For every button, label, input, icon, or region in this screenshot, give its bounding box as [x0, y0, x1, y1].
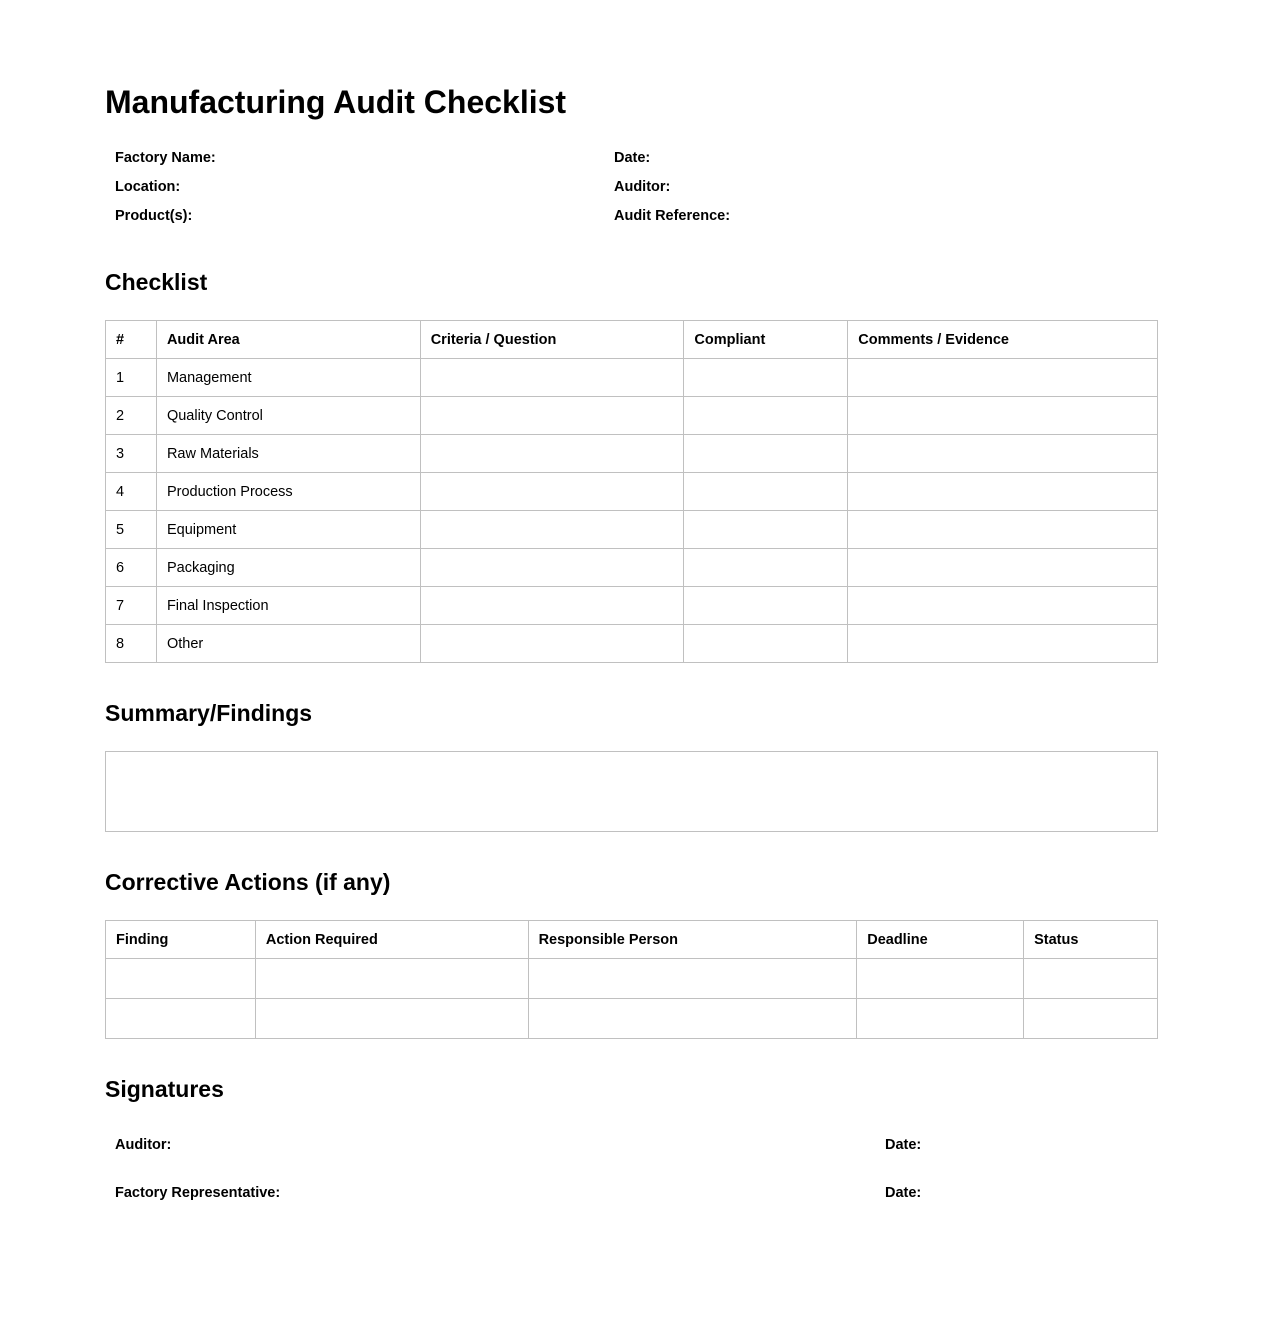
audit-area-cell: Equipment	[156, 511, 420, 549]
audit-area-cell: Raw Materials	[156, 435, 420, 473]
page-title: Manufacturing Audit Checklist	[105, 84, 567, 120]
auditor-signature-field[interactable]: Auditor:	[115, 1137, 172, 1153]
col-deadline: Deadline	[857, 921, 1024, 959]
status-cell[interactable]	[1024, 959, 1158, 999]
audit-info-block	[115, 150, 1158, 237]
auditor-signature-date-field[interactable]: Date:	[885, 1137, 922, 1153]
compliant-cell[interactable]	[684, 625, 848, 663]
audit-area-cell: Management	[156, 359, 420, 397]
compliant-cell[interactable]	[684, 359, 848, 397]
audit-reference-field[interactable]: Audit Reference:	[614, 208, 731, 224]
col-status: Status	[1024, 921, 1158, 959]
row-number: 8	[106, 625, 157, 663]
deadline-cell[interactable]	[857, 959, 1024, 999]
factory-representative-date-field[interactable]: Date:	[885, 1185, 922, 1201]
comments-cell[interactable]	[848, 435, 1158, 473]
table-row	[106, 959, 1158, 999]
compliant-cell[interactable]	[684, 473, 848, 511]
compliant-cell[interactable]	[684, 511, 848, 549]
info-row	[115, 208, 1158, 237]
audit-area-cell: Quality Control	[156, 397, 420, 435]
comments-cell[interactable]	[848, 397, 1158, 435]
criteria-cell[interactable]	[420, 549, 684, 587]
audit-area-cell: Final Inspection	[156, 587, 420, 625]
finding-cell[interactable]	[106, 959, 256, 999]
row-number: 4	[106, 473, 157, 511]
table-header-row	[106, 321, 1158, 359]
criteria-cell[interactable]	[420, 435, 684, 473]
checklist-table	[105, 320, 1158, 663]
comments-cell[interactable]	[848, 625, 1158, 663]
comments-cell[interactable]	[848, 587, 1158, 625]
deadline-cell[interactable]	[857, 999, 1024, 1039]
col-criteria: Criteria / Question	[420, 321, 684, 359]
status-cell[interactable]	[1024, 999, 1158, 1039]
location-field[interactable]: Location:	[115, 179, 181, 195]
summary-heading: Summary/Findings	[105, 700, 313, 726]
info-row	[115, 179, 1158, 208]
table-row	[106, 473, 1158, 511]
table-row	[106, 511, 1158, 549]
responsible-person-cell[interactable]	[528, 999, 857, 1039]
audit-area-cell: Production Process	[156, 473, 420, 511]
criteria-cell[interactable]	[420, 397, 684, 435]
signature-row-factory-representative	[115, 1185, 1158, 1201]
row-number: 1	[106, 359, 157, 397]
compliant-cell[interactable]	[684, 435, 848, 473]
auditor-field[interactable]: Auditor:	[614, 179, 671, 195]
col-comments: Comments / Evidence	[848, 321, 1158, 359]
compliant-cell[interactable]	[684, 397, 848, 435]
table-row	[106, 587, 1158, 625]
col-finding: Finding	[106, 921, 256, 959]
responsible-person-cell[interactable]	[528, 959, 857, 999]
col-number: #	[106, 321, 157, 359]
row-number: 3	[106, 435, 157, 473]
col-action-required: Action Required	[255, 921, 528, 959]
col-responsible-person: Responsible Person	[528, 921, 857, 959]
factory-name-field[interactable]: Factory Name:	[115, 150, 216, 166]
comments-cell[interactable]	[848, 359, 1158, 397]
criteria-cell[interactable]	[420, 587, 684, 625]
compliant-cell[interactable]	[684, 549, 848, 587]
products-field[interactable]: Product(s):	[115, 208, 193, 224]
criteria-cell[interactable]	[420, 511, 684, 549]
row-number: 5	[106, 511, 157, 549]
info-row	[115, 150, 1158, 179]
signature-row-auditor	[115, 1137, 1158, 1153]
finding-cell[interactable]	[106, 999, 256, 1039]
table-row	[106, 359, 1158, 397]
table-header-row	[106, 921, 1158, 959]
criteria-cell[interactable]	[420, 473, 684, 511]
col-compliant: Compliant	[684, 321, 848, 359]
corrective-actions-table	[105, 920, 1158, 1039]
action-required-cell[interactable]	[255, 999, 528, 1039]
row-number: 7	[106, 587, 157, 625]
factory-representative-signature-field[interactable]: Factory Representative:	[115, 1185, 281, 1201]
table-row	[106, 549, 1158, 587]
compliant-cell[interactable]	[684, 587, 848, 625]
checklist-heading: Checklist	[105, 269, 208, 295]
comments-cell[interactable]	[848, 473, 1158, 511]
table-row	[106, 397, 1158, 435]
signatures-heading: Signatures	[105, 1076, 224, 1102]
criteria-cell[interactable]	[420, 625, 684, 663]
action-required-cell[interactable]	[255, 959, 528, 999]
table-row	[106, 999, 1158, 1039]
row-number: 6	[106, 549, 157, 587]
table-row	[106, 435, 1158, 473]
criteria-cell[interactable]	[420, 359, 684, 397]
audit-area-cell: Packaging	[156, 549, 420, 587]
comments-cell[interactable]	[848, 549, 1158, 587]
corrective-actions-heading: Corrective Actions (if any)	[105, 869, 391, 895]
audit-area-cell: Other	[156, 625, 420, 663]
col-audit-area: Audit Area	[156, 321, 420, 359]
summary-findings-box[interactable]	[105, 751, 1158, 832]
table-row	[106, 625, 1158, 663]
row-number: 2	[106, 397, 157, 435]
date-field[interactable]: Date:	[614, 150, 651, 166]
comments-cell[interactable]	[848, 511, 1158, 549]
